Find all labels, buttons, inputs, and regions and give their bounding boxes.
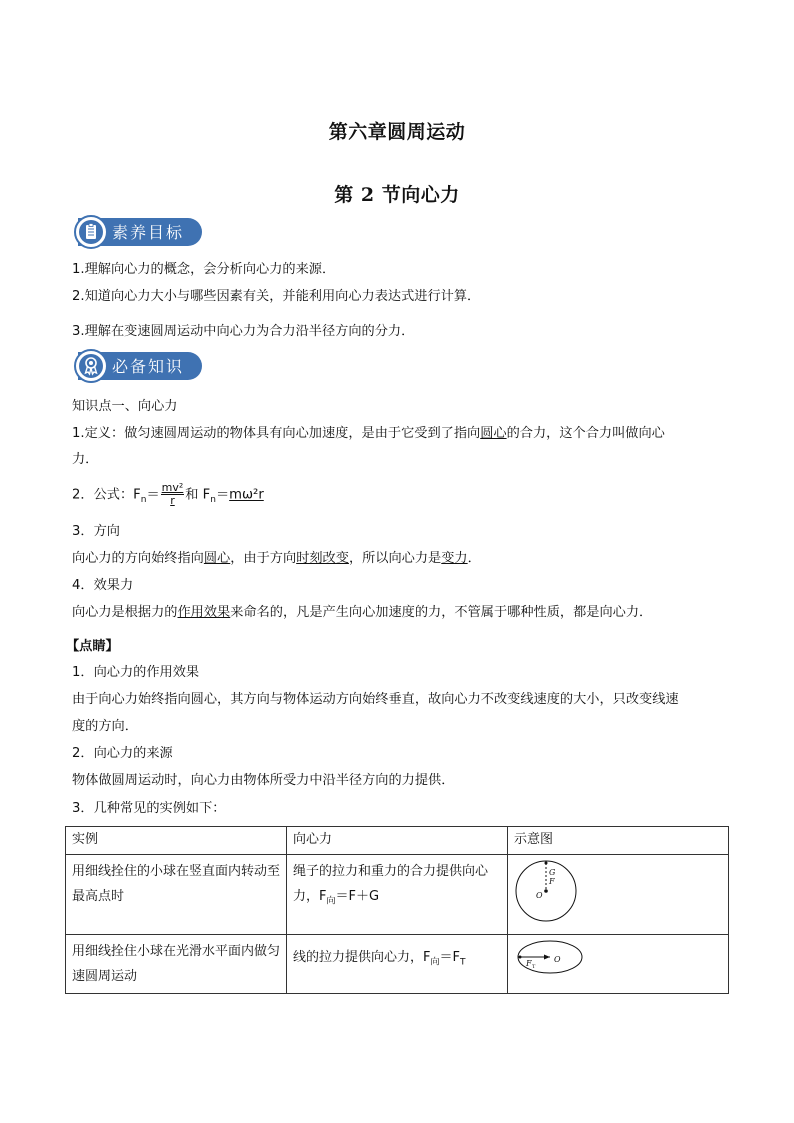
text: ． <box>467 551 481 566</box>
dianjing-heading: 【点睛】 <box>66 639 119 654</box>
label-o: O <box>536 891 543 900</box>
section-title: 第 2 节向心力 <box>334 184 460 206</box>
case-cell: 用细线拴住的小球在竖直面内转动至最高点时 <box>66 855 287 935</box>
text: ＝ <box>146 487 160 503</box>
underlined-answer: 作用效果 <box>177 605 231 620</box>
text: 1.定义：做匀速圆周运动的物体具有向心加速度，是由于它受到了指向 <box>72 426 481 441</box>
definition-line-2: 力． <box>72 452 99 467</box>
fraction <box>161 482 185 507</box>
point3-heading: 3．几种常见的实例如下： <box>72 801 226 816</box>
text: ＝F <box>439 950 460 965</box>
goal-2: 2.知道向心力大小与哪些因素有关，并能利用向心力表达式进行计算． <box>72 289 481 304</box>
examples-table <box>65 826 729 994</box>
force-cell <box>287 855 508 935</box>
underlined-answer: 圆心 <box>480 426 507 441</box>
literacy-goals-banner <box>72 215 204 249</box>
text: 2．公式：F <box>72 487 141 503</box>
table-row <box>66 855 729 935</box>
knowledge-heading: 知识点一、向心力 <box>72 399 178 414</box>
essential-knowledge-banner <box>72 349 204 383</box>
text: 向心力是根据力的 <box>72 605 178 620</box>
subscript: 向 <box>326 896 336 907</box>
subscript: n <box>140 495 147 506</box>
text: 来命名的，凡是产生向心加速度的力，不管属于哪种性质，都是向心力． <box>230 605 653 620</box>
direction-heading: 3．方向 <box>72 524 120 539</box>
direction-line <box>72 549 481 569</box>
force-cell <box>287 935 508 994</box>
goal-1: 1.理解向心力的概念，会分析向心力的来源． <box>72 262 336 277</box>
label-o: O <box>554 955 561 964</box>
vertical-circle-diagram <box>514 857 578 923</box>
underlined-answer: 变力 <box>441 551 468 566</box>
header-cell: 向心力 <box>287 827 508 855</box>
point1-line-2: 度的方向． <box>72 719 138 734</box>
table-row <box>66 935 729 994</box>
text: 线的拉力提供向心力，F <box>293 950 431 965</box>
denominator: r <box>170 494 175 507</box>
text: ，所以向心力是 <box>348 551 442 566</box>
underlined-answer: 时刻改变 <box>296 551 349 566</box>
goal-3: 3.理解在变速圆周运动中向心力为合力沿半径方向的分力． <box>72 324 415 339</box>
subscript: 向 <box>430 957 440 968</box>
underlined-answer: 圆心 <box>203 551 231 566</box>
chapter-title: 第六章圆周运动 <box>328 121 466 143</box>
effect-heading: 4．效果力 <box>72 578 134 593</box>
effect-line <box>72 603 652 623</box>
banner-label: 素养目标 <box>112 223 185 242</box>
horizontal-ellipse-diagram <box>514 937 586 977</box>
label-f: F <box>549 877 555 886</box>
text: 向心力的方向始终指向 <box>72 551 204 566</box>
label-g: G <box>549 868 556 877</box>
point1-line-1: 由于向心力始终指向圆心，其方向与物体运动方向始终垂直，故向心力不改变线速度的大小，只改变线速 <box>72 692 679 707</box>
point2-line: 物体做圆周运动时，向心力由物体所受力中沿半径方向的力提供． <box>72 773 455 788</box>
numerator: mv² <box>161 481 184 494</box>
diagram-cell <box>508 855 729 935</box>
point2-heading: 2．向心力的来源 <box>72 746 173 761</box>
text: ，由于方向 <box>230 551 297 566</box>
banner-label: 必备知识 <box>112 357 185 376</box>
award-ribbon-icon <box>74 349 108 383</box>
clipboard-icon <box>74 215 108 249</box>
underlined-answer: mω²r <box>229 487 264 503</box>
formula-line <box>72 482 264 510</box>
header-cell: 示意图 <box>508 827 729 855</box>
text: ＝F＋G <box>335 889 380 904</box>
subscript: T <box>459 957 466 968</box>
point1-heading: 1．向心力的作用效果 <box>72 665 200 680</box>
label-f: F <box>526 959 532 968</box>
text: 的合力，这个合力叫做向心 <box>506 426 665 441</box>
header-cell: 实例 <box>66 827 287 855</box>
label-t: T <box>532 964 536 970</box>
definition-line-1 <box>72 424 665 444</box>
text: 绳子的拉力和重力的合力提供向心力，F <box>293 864 489 904</box>
case-cell: 用细线拴住小球在光滑水平面内做匀速圆周运动 <box>66 935 287 994</box>
table-header-row <box>66 827 729 855</box>
diagram-cell <box>508 935 729 994</box>
subscript: n <box>210 495 216 506</box>
text: ＝ <box>215 487 230 503</box>
text: 和 F <box>185 487 211 503</box>
